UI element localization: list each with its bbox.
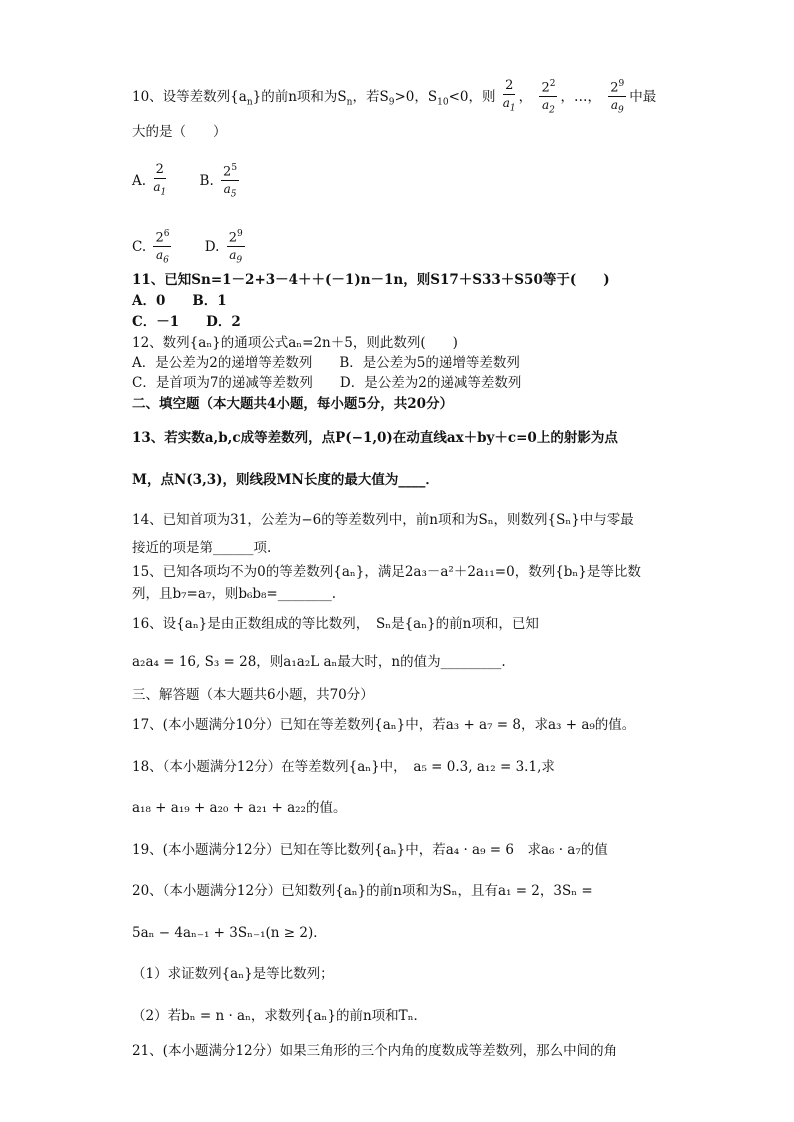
question-12-options-cd: C．是首项为7的递减等差数列 D．是公差为2的递减等差数列 xyxy=(132,375,522,391)
option-d-fraction: $\frac{2^9}{a_9}$ xyxy=(227,226,245,269)
section-2-heading: 二、填空题（本大题共4小题，每小题5分，共20分） xyxy=(132,396,454,412)
question-19: 19、(本小题满分12分）已知在等比数列{aₙ}中，若a₄ · a₉ = 6 求a₆ · a₇的值 xyxy=(132,842,608,858)
question-10-line2: 大的是（ ） xyxy=(132,124,227,140)
question-10-options-ab: A. $\frac{2}{a_1}$ B. $\frac{2^5}{a_5}$ xyxy=(132,160,674,203)
question-20-part1: （1）求证数列{aₙ}是等比数列； xyxy=(132,966,334,982)
question-11-line1: 11、已知Sn=1－2+3－4＋＋(－1)n－1n，则S17＋S33＋S50等于( ) xyxy=(132,272,610,288)
question-13-line2: M，点N(3,3)，则线段MN长度的最大值为____． xyxy=(132,472,439,488)
question-21: 21、(本小题满分12分）如果三角形的三个内角的度数成等差数列，那么中间的角 xyxy=(132,1043,618,1059)
question-17: 17、(本小题满分10分）已知在等差数列{aₙ}中，若a₃ + a₇ = 8，求a₃ + a₉的值。 xyxy=(132,717,636,733)
question-11-options-ab: A．0 B．1 xyxy=(132,293,227,309)
question-15-line2: 列，且b₇=a₇，则b₆b₈=________. xyxy=(132,586,337,602)
section-3-heading: 三、解答题（本大题共6小题，共70分） xyxy=(132,687,374,703)
question-12-line1: 12、数列{aₙ}的通项公式aₙ=2n＋5，则此数列( ) xyxy=(132,335,458,351)
question-13-line1: 13、若实数a,b,c成等差数列，点P(−1,0)在动直线ax＋by＋c=0上的射影为点 xyxy=(132,430,618,446)
fraction-2sq-a2: $\frac{2^2}{a_2}$ xyxy=(539,76,557,119)
question-18-line1: 18、（本小题满分12分）在等差数列{aₙ}中， a₅ = 0.3, a₁₂ = 3.1,求 xyxy=(132,759,555,775)
question-16-line1: 16、设{aₙ}是由正数组成的等比数列， Sₙ是{aₙ}的前n项和，已知 xyxy=(132,616,539,632)
question-12-options-ab: A．是公差为2的递增等差数列 B．是公差为5的递增等差数列 xyxy=(132,355,520,371)
fraction-2-a1: $\frac{2}{a_1}$ xyxy=(502,78,516,114)
question-15-line1: 15、已知各项均不为0的等差数列{aₙ}，满足2a₃－a²＋2a₁₁=0，数列{bₙ}是等比数 xyxy=(132,564,641,580)
question-20-line1: 20、（本小题满分12分）已知数列{aₙ}的前n项和为Sₙ，且有a₁ = 2，3Sₙ = xyxy=(132,883,593,899)
option-c-fraction: $\frac{2^6}{a_6}$ xyxy=(153,226,171,269)
option-b-fraction: $\frac{2^5}{a_5}$ xyxy=(221,160,239,203)
question-20-part2: （2）若bₙ = n · aₙ，求数列{aₙ}的前n项和Tₙ． xyxy=(132,1008,428,1024)
option-a-fraction: $\frac{2}{a_1}$ xyxy=(153,162,167,198)
question-14-line1: 14、已知首项为31，公差为−6的等差数列中，前n项和为Sₙ，则数列{Sₙ}中与零最 xyxy=(132,512,634,528)
question-18-line2: a₁₈ + a₁₉ + a₂₀ + a₂₁ + a₂₂的值。 xyxy=(132,800,347,816)
question-20-line2: 5aₙ − 4aₙ₋₁ + 3Sₙ₋₁(n ≥ 2)． xyxy=(132,925,327,941)
question-10-line1: 10、设等差数列$\{a_n\}$的前n项和为$S_n$，若$S_9>0$，$S_{10}<0$，则 $\frac{2}{a_1}$ ， $\frac{2^2}{a_2}$ ，…， $\frac{2^9}{a_9}$ 中最 xyxy=(132,76,674,119)
question-11-options-cd: C．－1 D．2 xyxy=(132,314,241,330)
fraction-2pow9-a9: $\frac{2^9}{a_9}$ xyxy=(608,76,626,119)
question-14-line2: 接近的项是第______项. xyxy=(132,540,272,556)
question-10-options-cd: C. $\frac{2^6}{a_6}$ D. $\frac{2^9}{a_9}$ xyxy=(132,226,674,269)
question-16-line2: a₂a₄ = 16, S₃ = 28，则a₁a₂L aₙ最大时，n的值为_________. xyxy=(132,654,506,670)
